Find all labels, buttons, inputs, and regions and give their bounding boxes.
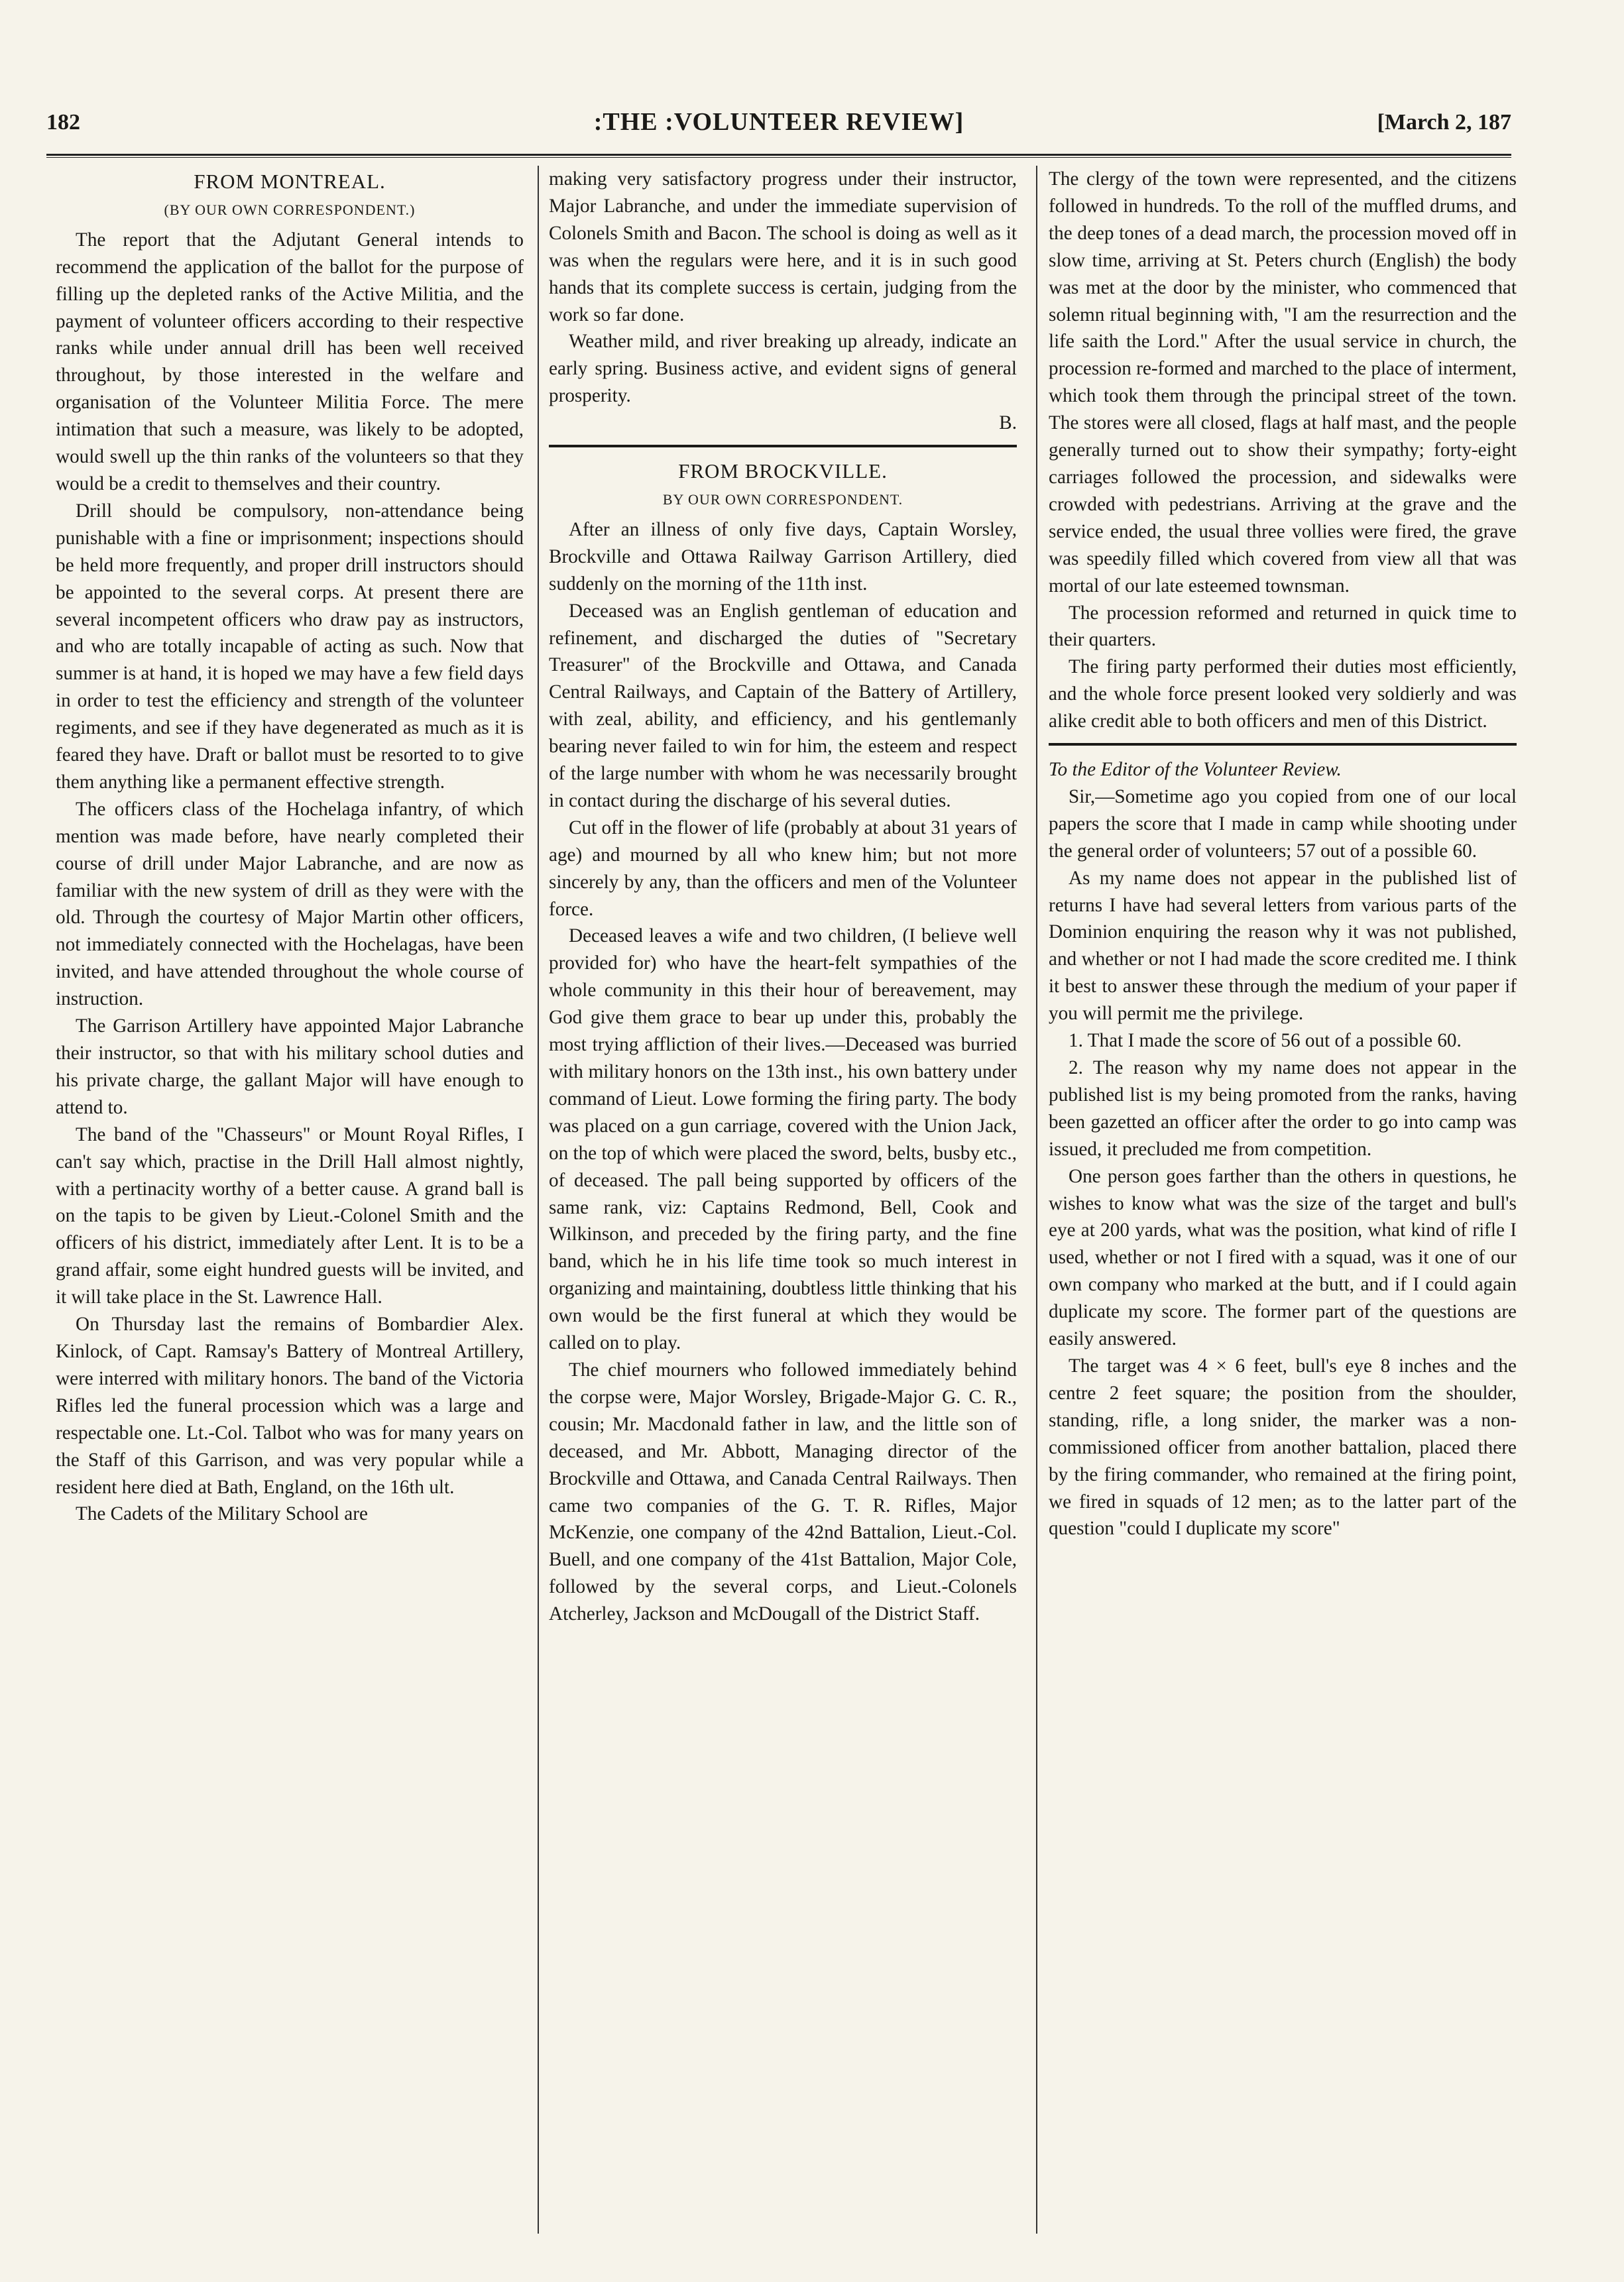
paragraph: making very satisfactory progress under their instructor, Major Labranche, and under the immediate supervision of Colonels Smith and Bacon. The school is doing as well as it was when the regulars were here, and it is in such good hands that its complete success is certain, judging from the work so far done. (549, 168, 1017, 325)
issue-date: [March 2, 187 (1377, 110, 1511, 135)
column-divider (538, 166, 539, 2234)
signature: B. (999, 412, 1017, 434)
column-1 (56, 166, 524, 2240)
paragraph: On Thursday last the remains of Bombardier Alex. Kinlock, of Capt. Ramsay's Battery of Montreal Artillery, were interred with military honors. The band of the Victoria Rifles led the funeral procession which was a large and respectable one. Lt.-Col. Talbot who was for many years on the Staff of this Garrison, and was very popular while a resident here died at Bath, England, on the 16th ult. (56, 1314, 524, 1498)
article-byline: BY OUR OWN CORRESPONDENT. (662, 490, 903, 508)
paragraph: The report that the Adjutant General intends to recommend the application of the ballot for the purpose of filling up the depleted ranks of the Active Militia, and the payment of volunteer officers according to their respective ranks while under annual drill has been well received throughout, by those interested in the welfare and organisation of the Volunteer Militia Force. The mere intimation that such a measure, was likely to be adopted, would swell up the thin ranks of the volunteers so that they would be a credit to themselves and their country. (56, 229, 524, 494)
article-byline: (BY OUR OWN CORRESPONDENT.) (164, 201, 416, 218)
paragraph: As my name does not appear in the published list of returns I have had several letters from various parts of the Dominion enquiring the reason why it was not published, and whether or not I had made the score credited me. I think it best to answer these through the medium of your paper if you will permit me the privilege. (1049, 867, 1517, 1025)
paragraph: Drill should be compulsory, non-attendance being punishable with a fine or imprisonment; inspections should be held more frequently, and proper drill instructors should be appointed to the several corps. At present there are several incompetent officers who draw pay as instructors, and who are totally incapable of acting as such. Now that summer is at hand, it is hoped we may have a few field days in order to test the efficiency and strength of the volunteer regiments, and see if they have degenerated as much as it is feared they have. Draft or ballot must be resorted to to give them anything like a permanent effective strength. (56, 500, 524, 793)
letter-address: To the Editor of the Volunteer Review. (1049, 759, 1342, 781)
paragraph: The chief mourners who followed immediately behind the corpse were, Major Worsley, Brigade-Major G. C. R., cousin; Mr. Macdonald father in law, and the little son of deceased, and Mr. Abbott, Managing director of the Brockville and Ottawa, and Canada Central Railways. Then came two companies of the G. T. R. Rifles, Major McKenzie, one company of the 42nd Battalion, Lieut.-Col. Buell, and one company of the 41st Battalion, Major Cole, followed by the several corps, and Lieut.-Colonels Atcherley, Jackson and McDougall of the District Staff. (549, 1359, 1017, 1625)
paragraph: The Cadets of the Military School are (76, 1503, 368, 1525)
paragraph: The firing party performed their duties most efficiently, and the whole force present looked very soldierly and was alike credit able to both officers and men of this District. (1049, 656, 1517, 732)
paragraph: The officers class of the Hochelaga infantry, of which mention was made before, have nearly completed their course of drill under Major Labranche, and are now as familiar with the new system of drill as they were with the old. Through the courtesy of Major Martin other officers, not immediately connected with the Hochelagas, have been invited, and have attended throughout the whole course of instruction. (56, 798, 524, 1010)
article-heading: FROM MONTREAL. (194, 170, 386, 193)
paragraph: The target was 4 × 6 feet, bull's eye 8 inches and the centre 2 feet square; the position from the shoulder, standing, rifle, a long snider, the marker was a non-commissioned officer from another battalion, placed there by the firing commander, who remained at the firing point, we fired in squads of 12 men; as to the latter part of the question "could I duplicate my score" (1049, 1355, 1517, 1540)
article-heading: FROM BROCKVILLE. (678, 459, 888, 483)
paragraph: Cut off in the flower of life (probably at about 31 years of age) and mourned by all who knew him; but not more sincerely by any, than the officers and men of the Volunteer force. (549, 817, 1017, 920)
paragraph: The band of the "Chasseurs" or Mount Royal Rifles, I can't say which, practise in the Drill Hall almost nightly, with a pertinacity worthy of a better cause. A grand ball is on the tapis to be given by Lieut.-Colonel Smith and the officers of his district, immediately after Lent. It is to be a grand affair, some eight hundred guests will be invited, and it will take place in the St. Lawrence Hall. (56, 1123, 524, 1308)
section-rule (1049, 743, 1517, 746)
paragraph: Deceased was an English gentleman of education and refinement, and discharged the duties of "Secretary Treasurer" of the Brockville and Ottawa, and Canada Central Railways, and Captain of the Battery of Artillery, with zeal, ability, and efficiency, and his gentlemanly bearing never failed to win for him, the esteem and respect of the large number with whom he was necessarily brought in contact during the discharge of his several duties. (549, 600, 1017, 811)
page-number: 182 (46, 110, 80, 135)
header-rule (46, 154, 1511, 158)
paragraph: 2. The reason why my name does not appear in the published list is my being promoted from the ranks, having been gazetted an officer after the order to go into camp was issued, it precluded me from competition. (1049, 1057, 1517, 1160)
paragraph: One person goes farther than the others in questions, he wishes to know what was the size of the target and bull's eye at 200 yards, what was the position, what kind of rifle I used, whether or not I fired with a squad, was it one of our own company who marked at the butt, and if I could again duplicate my score. The former part of the questions are easily answered. (1049, 1165, 1517, 1350)
paragraph: The Garrison Artillery have appointed Major Labranche their instructor, so that with his military school duties and his private charge, the gallant Major will have enough to attend to. (56, 1015, 524, 1118)
column-divider (1036, 166, 1037, 2234)
paragraph: Deceased leaves a wife and two children, (I believe well provided for) who have the heart-felt sympathies of the whole community in this their hour of bereavement, may God give them grace to bear up under this, probably the most trying affliction of their lives.—Deceased was burried with military honors on the 13th inst., his own battery under command of Lieut. Lowe forming the firing party. The body was placed on a gun carriage, covered with the Union Jack, on the top of which were placed the sword, belts, busby etc., of deceased. The pall being supported by officers of the same rank, viz: Captains Redmond, Bell, Cook and Wilkinson, and preceded by the firing party, and the fine band, which he in his life time took so much interest in organizing and maintaining, doubtless little thinking that his own would be the first funeral at which they would be called on to play. (549, 925, 1017, 1354)
paragraph: Weather mild, and river breaking up already, indicate an early spring. Business active, and evident signs of general prosperity. (549, 331, 1017, 407)
paragraph: 1. That I made the score of 56 out of a possible 60. (1069, 1030, 1462, 1052)
page-header (46, 105, 1511, 147)
paragraph: The procession reformed and returned in quick time to their quarters. (1049, 602, 1517, 651)
paragraph: The clergy of the town were represented, and the citizens followed in hundreds. To the roll of the muffled drums, and the deep tones of a dead march, the procession moved off in slow time, arriving at St. Peters church (English) the body was met at the door by the minister, who commenced that solemn ritual beginning with, "I am the resurrection and the life saith the Lord." After the usual service in church, the procession re-formed and marched to the place of interment, which took them through the principal street of the town. The stores were all closed, flags at half mast, and the people generally turned out to show their sympathy; forty-eight carriages followed the procession, and sidewalks were crowded with pedestrians. Arriving at the grave and the service ended, the usual three vollies were fired, the grave was speedily filled which covered from view all that was mortal of our late esteemed townsman. (1049, 168, 1517, 597)
paragraph: After an illness of only five days, Captain Worsley, Brockville and Ottawa Railway Garrison Artillery, died suddenly on the morning of the 11th inst. (549, 518, 1017, 595)
masthead-title: :THE :VOLUNTEER REVIEW] (593, 108, 964, 136)
paragraph: Sir,—Sometime ago you copied from one of our local papers the score that I made in camp while shooting under the general order of volunteers; 57 out of a possible 60. (1049, 785, 1517, 862)
signature-line (549, 410, 1017, 437)
section-rule (549, 445, 1017, 447)
column-2 (549, 166, 1017, 2240)
column-3 (1049, 166, 1517, 2240)
